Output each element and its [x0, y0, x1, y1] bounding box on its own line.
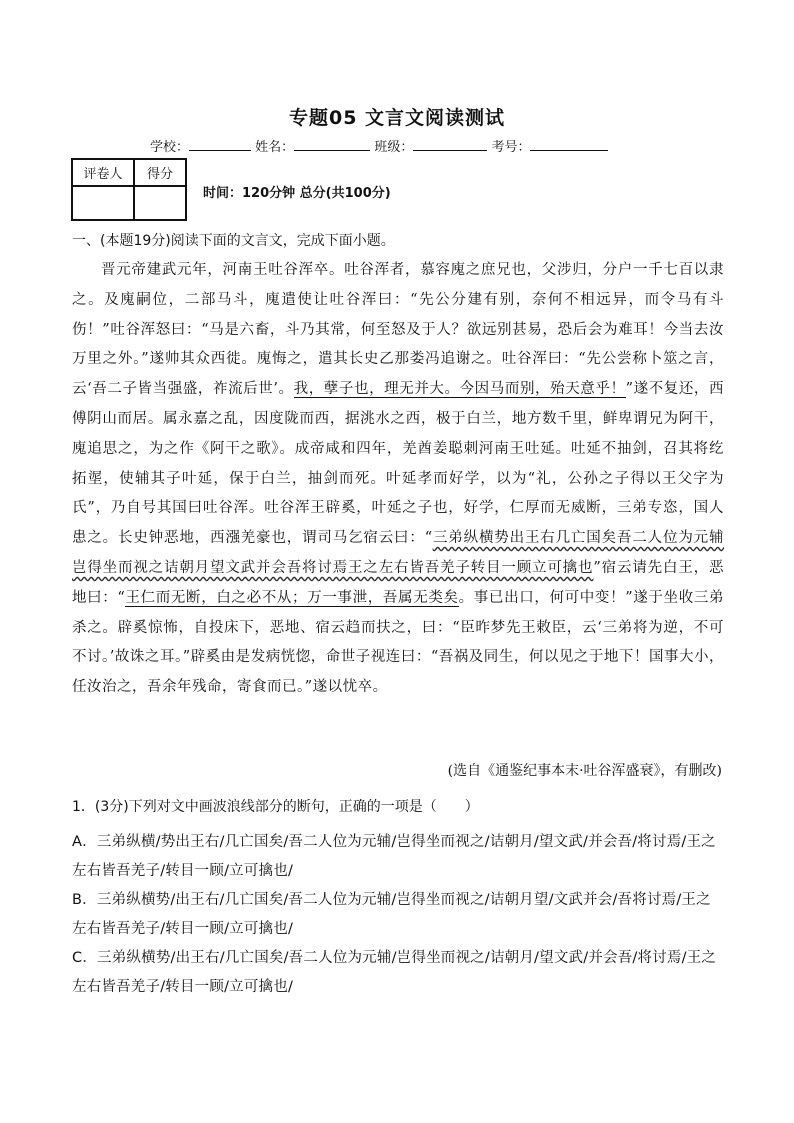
underlined-sentence-2: 王仁而无断，白之必不从；万一事泄，吾属无类矣 — [125, 589, 459, 606]
passage-part-3: ”遂不复还，西傅阴山而居。属永嘉之乱，因度陇而西，据洮水之西，极于白兰，地方数千里，鲜卑谓兄为阿干，廆追思之，为之作《阿干之歌》。成帝咸和四年，羌酋姜聪刺河南王吐延。吐延不抽剑，召其将纥拓埿，使辅其子叶延，保于白兰，抽剑而死。叶延孝而好学，以为“礼，公孙之子得以王父字为氏”，乃自号其国曰吐谷浑。吐谷浑王辟奚，叶延之子也，好学，仁厚而无威断，三弟专恣，国人患之。长史钟恶地，西漒羌豪也，谓司马乞宿云曰：“ — [72, 381, 725, 547]
option-c: C．三弟纵横势/出王右/几亡国矣/吾二人位为元辅/岂得坐而视之/诘朝月/望文武/并会吾/将讨焉/王之左右皆吾羌子/转目一顾/立可擒也/ — [72, 950, 717, 995]
option-a: A．三弟纵横/势出王右/几亡国矣/吾二人位为元辅/岂得坐而视之/诘朝月/望文武/并会吾/将讨焉/王之左右皆吾羌子/转目一顾/立可擒也/ — [72, 834, 716, 879]
score-cell — [134, 186, 186, 220]
option-b: B．三弟纵横势/出王右/几亡国矣/吾二人位为元辅/岂得坐而视之/诘朝月望/文武并会/吾将讨焉/王之左右皆吾羌子/转目一顾/立可擒也/ — [72, 892, 711, 937]
class-blank — [413, 138, 487, 151]
grader-header: 评卷人 — [72, 159, 134, 186]
wavy-underlined-sentence: 三弟纵横势出王右几亡国矣吾二人位为元辅岂得坐而视之诘朝月望文武并会吾将讨焉王之左右皆吾羌子转目一顾立可擒也 — [72, 530, 724, 576]
time-and-score: 时间：120分钟 总分(共100分) — [203, 186, 391, 201]
passage-source: (选自《通鉴纪事本末·吐谷浑盛衰》，有删改) — [447, 763, 722, 779]
passage-part-5: ”宿云请先白王，恶地曰：“ — [72, 559, 725, 606]
class-label: 班级： — [374, 140, 414, 155]
school-label: 学校： — [150, 140, 190, 155]
passage-part-1: 晋元帝建武元年，河南王吐谷浑卒。吐谷浑者，慕容廆之庶兄也，父涉归，分户一千七百以隶之。及廆嗣位，二部马斗，廆遣使让吐谷浑曰：“先公分建有别，奈何不相远异，而令马有斗伤！”吐谷浑怒曰：“马是六畜，斗乃其常，何至怒及于人？欲远别甚易，恐后会为难耳！今当去汝万里之外。”遂帅其众西徙。廆悔之，遣其长史乙那娄冯追谢之。吐谷浑曰：“先公尝称卜筮之言，云‘吾二子皆当强盛，祚流后世’。 — [72, 262, 724, 398]
underlined-sentence-1: 我，孽子也，理无并大。今因马而别，殆天意乎！ — [293, 381, 626, 398]
name-label: 姓名： — [255, 140, 295, 155]
number-blank — [530, 138, 608, 151]
score-header: 得分 — [134, 159, 186, 186]
question-1: 1．(3分)下列对文中画波浪线部分的断句，正确的一项是（ ） — [72, 799, 479, 815]
number-label: 考号： — [491, 140, 531, 155]
student-info-line — [150, 136, 608, 155]
classical-passage — [72, 256, 724, 703]
name-blank — [294, 138, 370, 151]
grader-table — [71, 158, 187, 221]
passage-part-7: 。事已出口，何可中变！”遂于坐收三弟杀之。辟奚惊怖，自投床下，恶地、宿云趋而扶之，曰：“臣昨梦先王敕臣，云‘三弟将为逆，不可不讨。’故诛之耳。”辟奚由是发病恍惚，命世子视连曰：“吾祸及同生，何以见之于地下！国事大小，任汝治之，吾余年残命，寄食而已。”遂以忧卒。 — [72, 589, 724, 696]
school-blank — [189, 138, 251, 151]
section-heading: 一、(本题19分)阅读下面的文言文，完成下面小题。 — [72, 233, 395, 249]
grader-cell — [72, 186, 134, 220]
page-title: 专题05 文言文阅读测试 — [288, 107, 506, 129]
